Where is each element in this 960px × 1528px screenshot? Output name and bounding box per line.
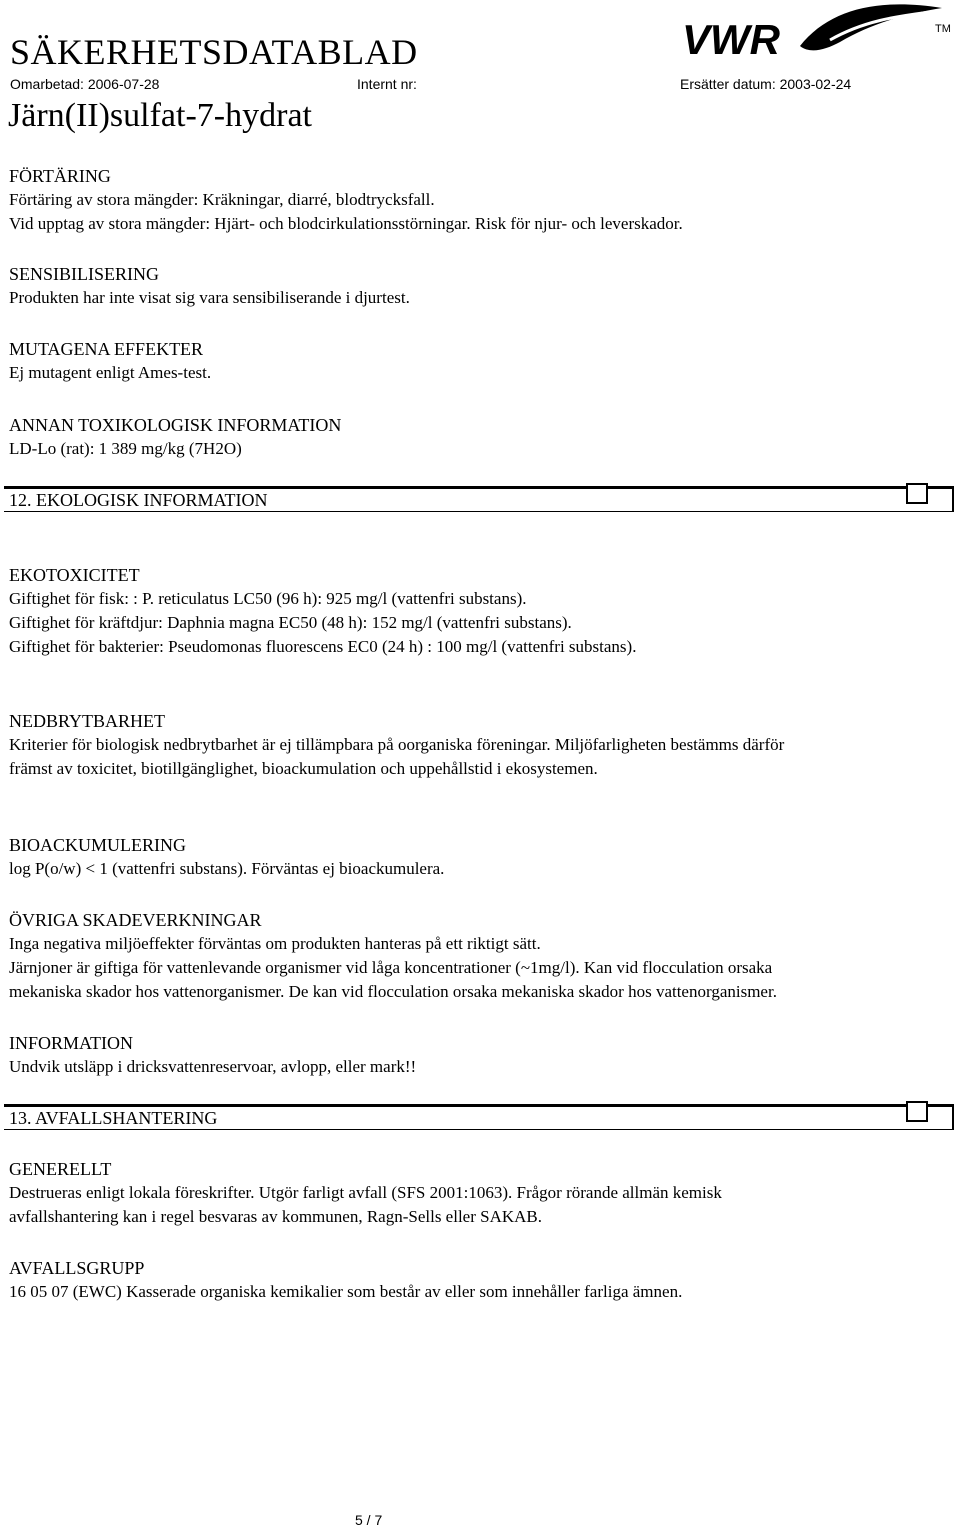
block-avfallsgrupp — [9, 1256, 954, 1304]
revised-date: Omarbetad: 2006-07-28 — [10, 76, 160, 92]
text-line: Produkten har inte visat sig vara sensibiliserande i djurtest. — [9, 288, 410, 307]
text-line: Förtäring av stora mängder: Kräkningar, diarré, blodtrycksfall. — [9, 190, 435, 209]
text-line: mekaniska skador hos vattenorganismer. De kan vid flocculation orsaka mekaniska skador hos vattenorganismer. — [9, 982, 777, 1001]
text-line: Giftighet för bakterier: Pseudomonas fluorescens EC0 (24 h) : 100 mg/l (vattenfri substans). — [9, 637, 637, 656]
text-line: LD-Lo (rat): 1 389 mg/kg (7H2O) — [9, 439, 242, 458]
block-nedbrytbarhet — [9, 709, 954, 781]
block-bioackumulering — [9, 833, 954, 881]
text-line: log P(o/w) < 1 (vattenfri substans). Förväntas ej bioackumulera. — [9, 859, 445, 878]
text-line: Giftighet för fisk: : P. reticulatus LC50 (96 h): 925 mg/l (vattenfri substans). — [9, 589, 527, 608]
text-line: Ej mutagent enligt Ames-test. — [9, 363, 212, 382]
block-annan-toxikologisk — [9, 413, 954, 461]
section-12-title: 12. EKOLOGISK INFORMATION — [9, 490, 268, 510]
heading-nedbrytbarhet: NEDBRYTBARHET — [9, 711, 166, 731]
text-line: Kriterier för biologisk nedbrytbarhet är ej tillämpbara på oorganiska föreningar. Miljöfarligheten bestämms därför — [9, 735, 785, 754]
heading-information: INFORMATION — [9, 1033, 134, 1053]
block-information — [9, 1031, 954, 1079]
text-line: Inga negativa miljöeffekter förväntas om produkten hanteras på ett riktigt sätt. — [9, 934, 541, 953]
heading-ekotoxicitet: EKOTOXICITET — [9, 565, 140, 585]
heading-generellt: GENERELLT — [9, 1159, 112, 1179]
text-line: Vid upptag av stora mängder: Hjärt- och blodcirkulationsstörningar. Risk för njur- och leverskador. — [9, 214, 683, 233]
internal-number: Internt nr: — [357, 76, 417, 92]
block-sensibilisering — [9, 262, 954, 310]
block-fortaring — [9, 164, 954, 236]
section-13-header — [4, 1104, 954, 1130]
block-ekotoxicitet — [9, 563, 954, 659]
vwr-logo — [680, 2, 952, 66]
text-line: avfallshantering kan i regel besvaras av kommunen, Ragn-Sells eller SAKAB. — [9, 1207, 543, 1226]
heading-avfallsgrupp: AVFALLSGRUPP — [9, 1258, 145, 1278]
heading-sensibilisering: SENSIBILISERING — [9, 264, 160, 284]
page-number: 5 / 7 — [355, 1512, 383, 1528]
heading-mutagena: MUTAGENA EFFEKTER — [9, 339, 204, 359]
text-line: 16 05 07 (EWC) Kasserade organiska kemikalier som består av eller som innehåller farliga ämnen. — [9, 1282, 683, 1301]
section-12-header — [4, 486, 954, 512]
text-line: främst av toxicitet, biotillgänglighet, bioackumulation och uppehållstid i ekosystemen. — [9, 759, 598, 778]
text-line: Giftighet för kräftdjur: Daphnia magna EC50 (48 h): 152 mg/l (vattenfri substans). — [9, 613, 572, 632]
heading-annan-toxikologisk: ANNAN TOXIKOLOGISK INFORMATION — [9, 415, 342, 435]
heading-ovriga-skadeverkningar: ÖVRIGA SKADEVERKNINGAR — [9, 910, 262, 930]
text-line: Järnjoner är giftiga för vattenlevande organismer vid låga koncentrationer (~1mg/l). Kan vid flocculation orsaka — [9, 958, 773, 977]
section-checkbox — [906, 1101, 928, 1122]
text-line: Destrueras enligt lokala föreskrifter. Utgör farligt avfall (SFS 2001:1063). Frågor rörande allmän kemisk — [9, 1183, 722, 1202]
block-mutagena — [9, 337, 954, 385]
document-title: SÄKERHETSDATABLAD — [10, 32, 418, 72]
section-13-title: 13. AVFALLSHANTERING — [9, 1108, 218, 1128]
block-ovriga-skadeverkningar — [9, 908, 954, 1004]
text-line: Undvik utsläpp i dricksvattenreservoar, avlopp, eller mark!! — [9, 1057, 417, 1076]
product-name: Järn(II)sulfat-7-hydrat — [8, 97, 312, 134]
logo-text: VWR — [682, 16, 780, 63]
block-generellt — [9, 1157, 954, 1229]
heading-fortaring: FÖRTÄRING — [9, 166, 111, 186]
section-checkbox — [906, 483, 928, 504]
replaces-date: Ersätter datum: 2003-02-24 — [680, 76, 852, 92]
logo-trademark: TM — [935, 23, 951, 35]
heading-bioackumulering: BIOACKUMULERING — [9, 835, 186, 855]
